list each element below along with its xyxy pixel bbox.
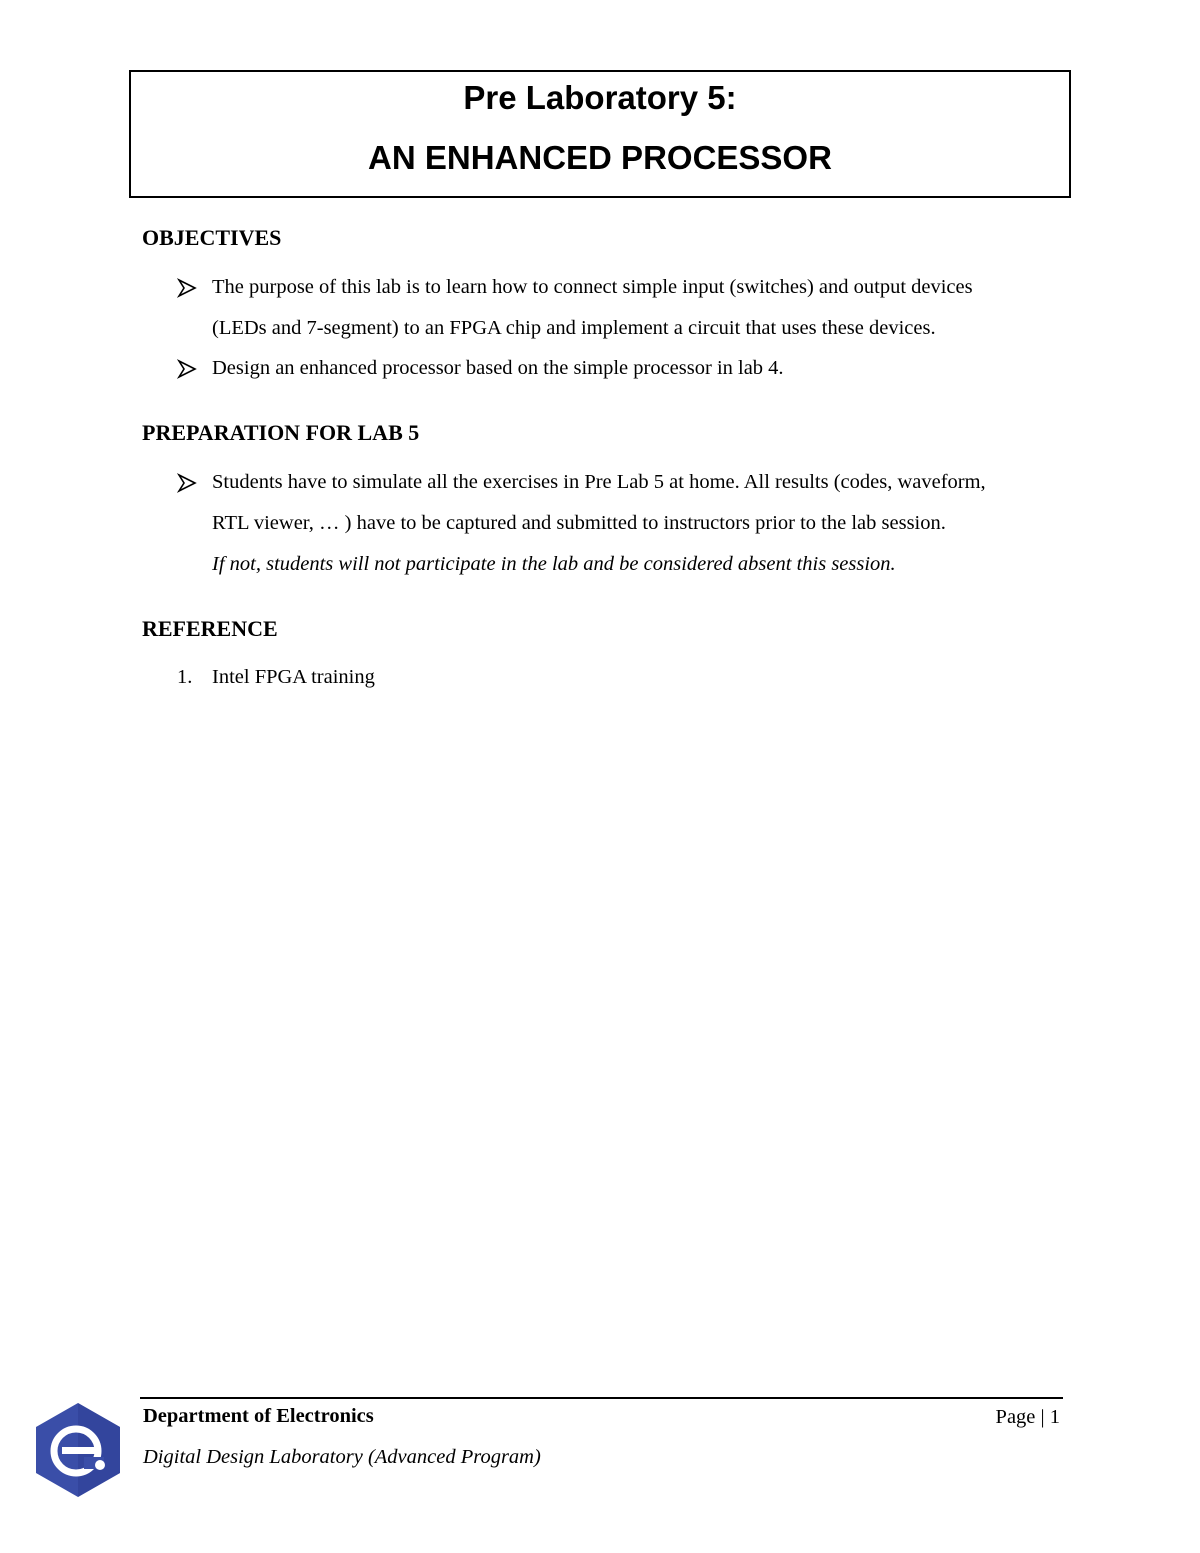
objectives-heading: OBJECTIVES: [142, 225, 282, 250]
reference-item-marker: 1.: [177, 666, 193, 688]
footer-divider: [140, 1397, 1063, 1399]
arrowhead-bullet-icon: [177, 359, 197, 379]
arrowhead-bullet-icon: [177, 278, 197, 298]
preparation-bullet-line-1: Students have to simulate all the exercises in Pre Lab 5 at home. All results (codes, waveform,: [212, 471, 986, 493]
objective-bullet-1-line-2: (LEDs and 7-segment) to an FPGA chip and implement a circuit that uses these devices.: [212, 317, 936, 339]
footer-department: Department of Electronics: [143, 1405, 374, 1427]
arrowhead-bullet-icon: [177, 473, 197, 493]
reference-item-text: Intel FPGA training: [212, 666, 375, 688]
preparation-note: If not, students will not participate in the lab and be considered absent this session.: [212, 553, 896, 575]
title-line-1: Pre Laboratory 5:: [463, 79, 737, 116]
title-box: [129, 70, 1071, 198]
preparation-bullet-line-2: RTL viewer, … ) have to be captured and submitted to instructors prior to the lab session.: [212, 512, 946, 534]
objective-bullet-1-line-1: The purpose of this lab is to learn how to connect simple input (switches) and output devices: [212, 276, 973, 298]
preparation-heading: PREPARATION FOR LAB 5: [142, 420, 420, 445]
reference-heading: REFERENCE: [142, 616, 278, 641]
footer-page-number: Page | 1: [995, 1406, 1060, 1428]
footer-subtitle: Digital Design Laboratory (Advanced Program): [143, 1446, 541, 1468]
title-line-2: AN ENHANCED PROCESSOR: [368, 139, 832, 176]
university-logo-icon: [34, 1401, 122, 1499]
objective-bullet-2: Design an enhanced processor based on the simple processor in lab 4.: [212, 357, 784, 379]
